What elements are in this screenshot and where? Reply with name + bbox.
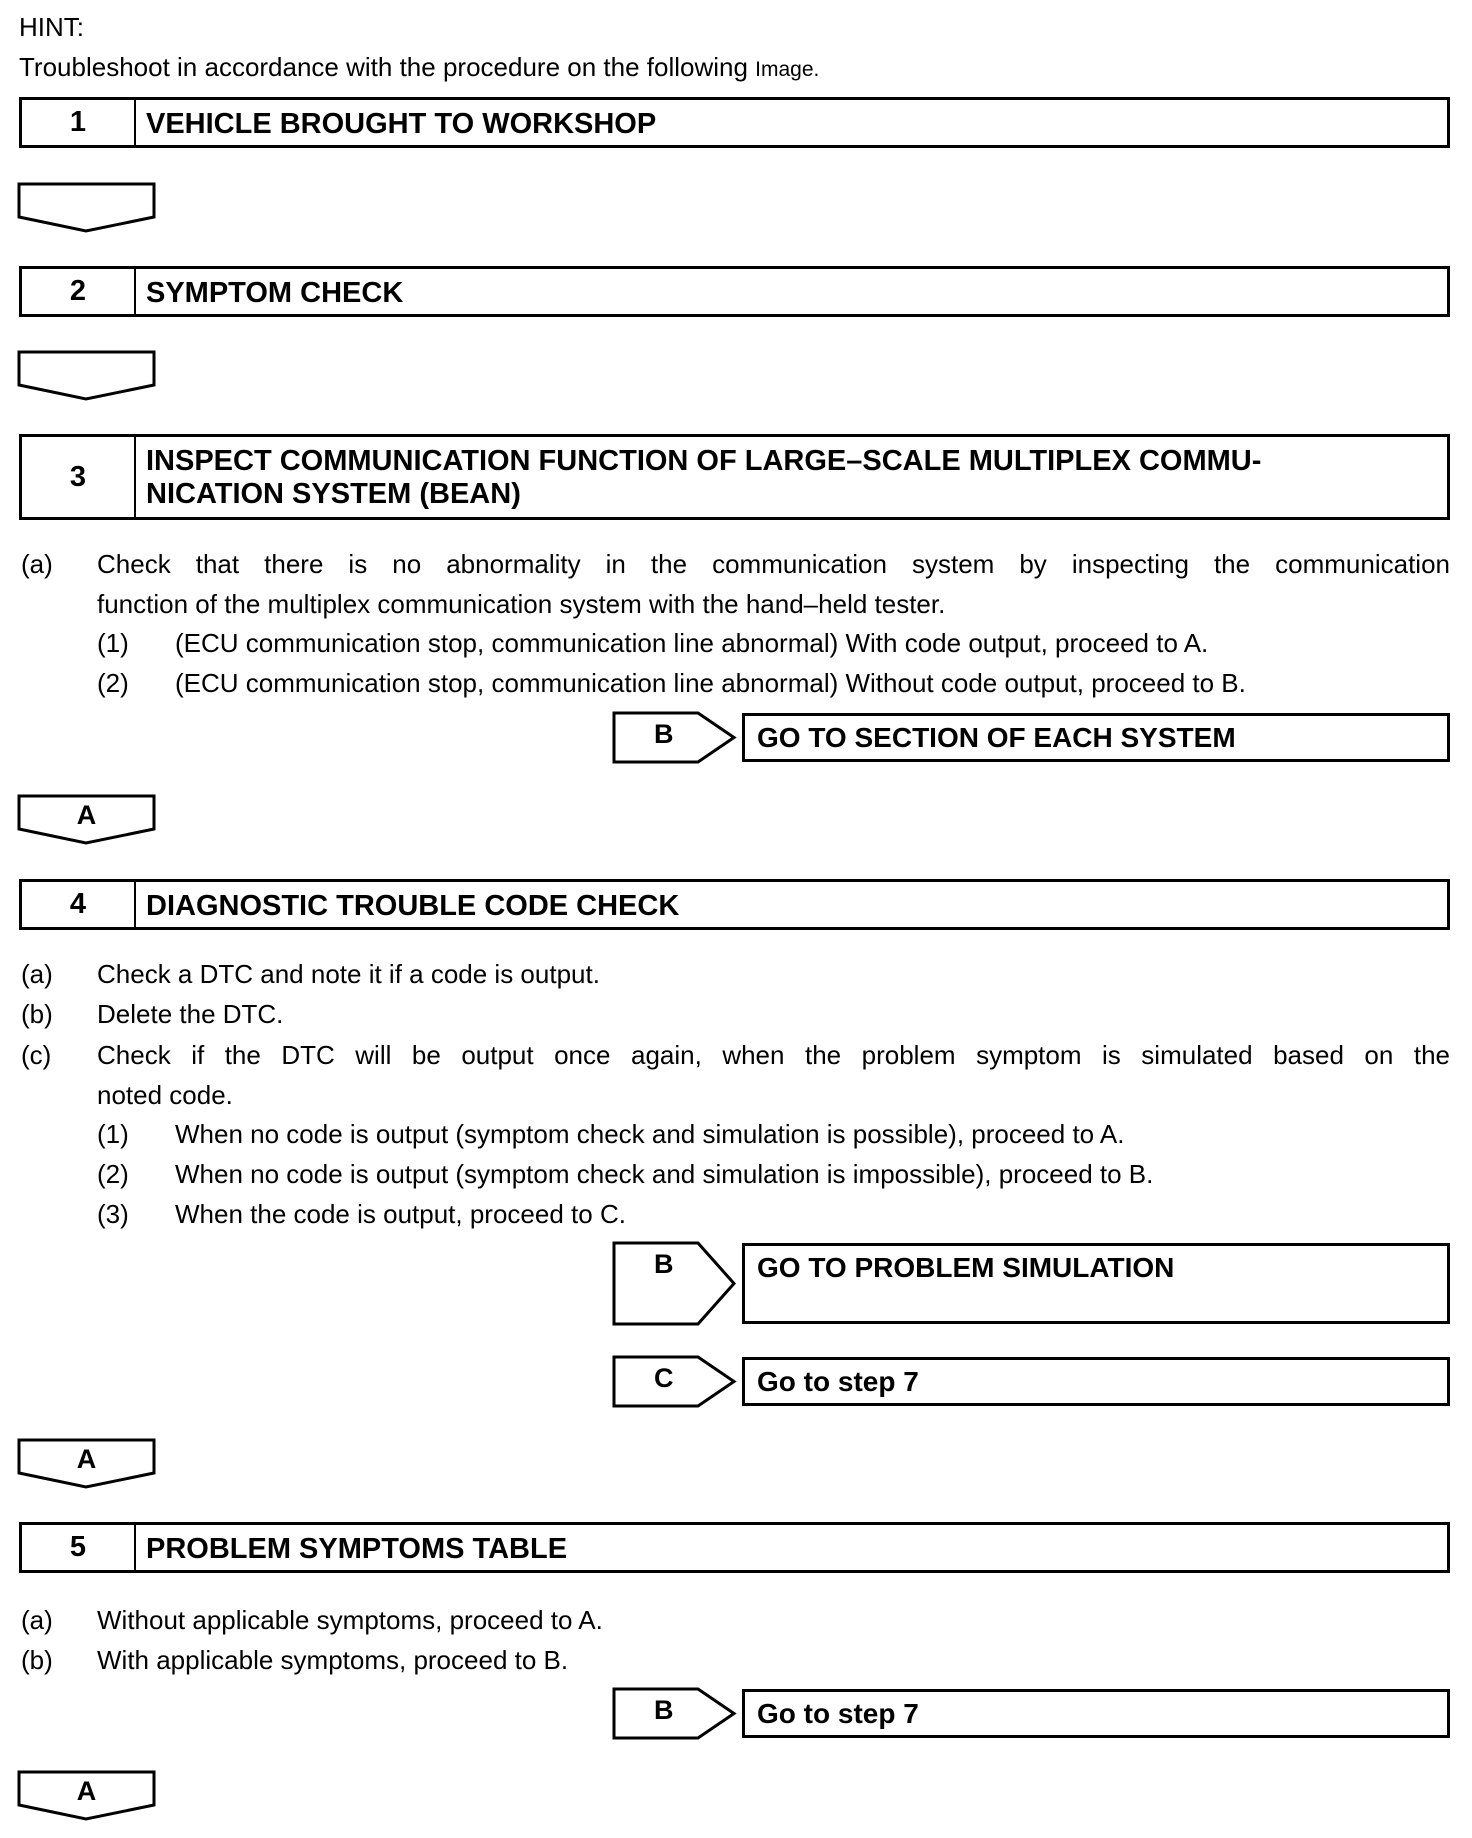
branch-target: GO TO PROBLEM SIMULATION [742,1243,1450,1324]
flow-label: A [76,800,97,830]
step-title: VEHICLE BROUGHT TO WORKSHOP [146,108,657,140]
step-number: 2 [22,269,136,314]
step-title: PROBLEM SYMPTOMS TABLE [146,1533,568,1565]
subitem-text: When no code is output (symptom check and simulation is possible), proceed to A. [175,1119,1125,1149]
step-title-line1: INSPECT COMMUNICATION FUNCTION OF LARGE–SCALE MULTIPLEX COMMU- [146,445,1262,477]
step-4-header [19,879,1450,930]
step-title-line2: NICATION SYSTEM (BEAN) [146,478,521,510]
step-number: 3 [22,437,136,517]
item-label: (a) [21,1605,53,1635]
step-number: 5 [22,1525,136,1570]
step-number: 4 [22,882,136,927]
flow-label: A [76,1776,97,1806]
step-1-header [19,97,1450,148]
step-5-header [19,1522,1450,1573]
branch-label: B [654,1249,674,1279]
item-label: (b) [21,999,53,1029]
flow-label: A [76,1444,97,1474]
step-2-header [19,266,1450,317]
flow-down-arrow [19,352,154,399]
subitem-label: (1) [97,628,129,658]
branch-label: B [654,1695,674,1725]
branch-b-arrow [614,713,736,762]
flow-down-arrow-a [19,796,154,843]
item-label: (a) [21,549,53,579]
item-text: Check if the DTC will be output once again, when the problem symptom is simulated based on the [97,1040,1450,1070]
branch-target: GO TO SECTION OF EACH SYSTEM [742,713,1450,762]
flow-down-arrow-a [19,1440,154,1487]
branch-target: Go to step 7 [742,1357,1450,1406]
step-number: 1 [22,100,136,145]
item-text: Check that there is no abnormality in the communication system by inspecting the communication [97,549,1450,579]
hint-text [19,52,819,85]
item-text: Check a DTC and note it if a code is output. [97,959,600,989]
item-text: noted code. [97,1080,233,1110]
branch-b-arrow [614,1243,736,1324]
branch-b-arrow [614,1689,736,1738]
subitem-text: (ECU communication stop, communication line abnormal) With code output, proceed to A. [175,628,1209,658]
item-label: (c) [21,1040,52,1070]
branch-label: C [654,1363,674,1393]
item-text: With applicable symptoms, proceed to B. [97,1645,569,1675]
branch-target: Go to step 7 [742,1689,1450,1738]
subitem-text: When no code is output (symptom check and simulation is impossible), proceed to B. [175,1159,1154,1189]
item-label: (a) [21,959,53,989]
flow-down-arrow-a [19,1772,154,1819]
hint-text-main: Troubleshoot in accordance with the procedure on the following [19,52,748,82]
item-text: function of the multiplex communication system with the hand–held tester. [97,589,946,619]
subitem-text: (ECU communication stop, communication line abnormal) Without code output, proceed to B. [175,668,1246,698]
flow-down-arrow [19,184,154,231]
item-text: Without applicable symptoms, proceed to A. [97,1605,603,1635]
step-title: SYMPTOM CHECK [146,277,404,309]
subitem-label: (2) [97,668,129,698]
subitem-label: (1) [97,1119,129,1149]
branch-label: B [654,719,674,749]
subitem-label: (2) [97,1159,129,1189]
step-3-header [19,434,1450,520]
subitem-text: When the code is output, proceed to C. [175,1199,626,1229]
hint-text-small: Image. [755,58,820,81]
step-title: DIAGNOSTIC TROUBLE CODE CHECK [146,890,680,922]
item-label: (b) [21,1645,53,1675]
subitem-label: (3) [97,1199,129,1229]
branch-c-arrow [614,1357,736,1406]
hint-label: HINT: [19,12,84,42]
item-text: Delete the DTC. [97,999,284,1029]
